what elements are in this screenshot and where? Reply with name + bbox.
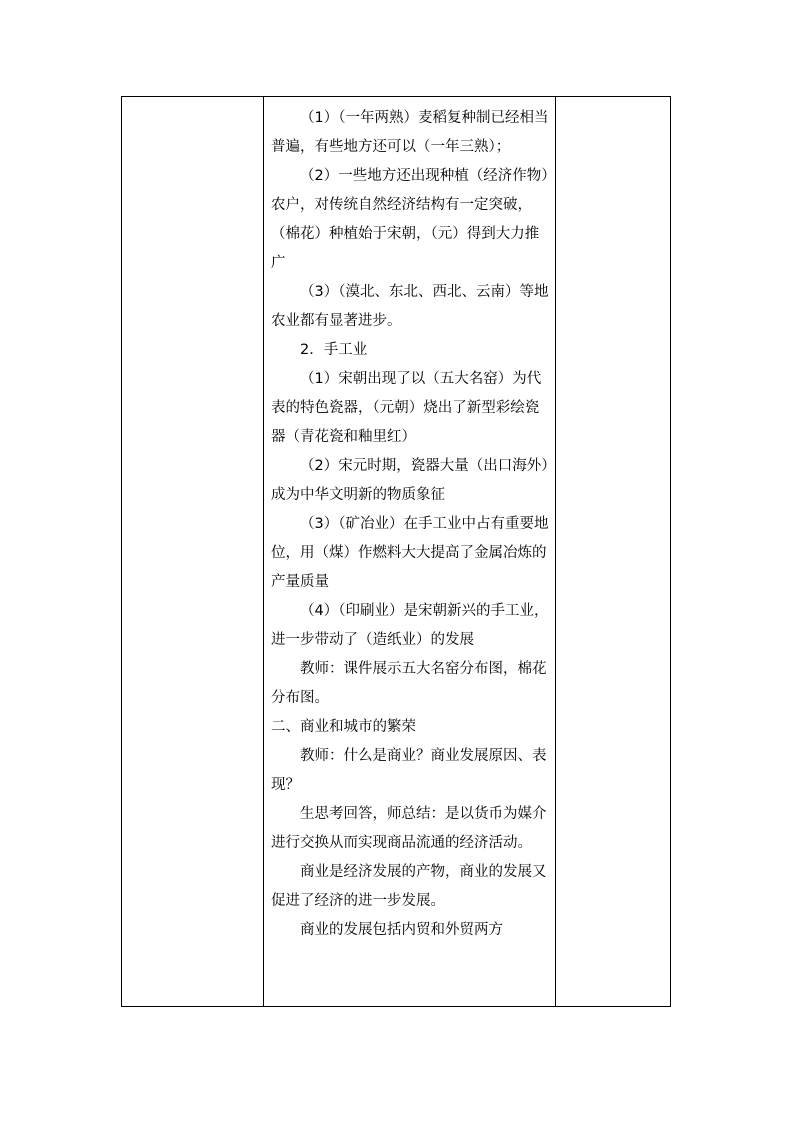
paragraph-summary: 生思考回答，师总结：是以货币为媒介进行交换从而实现商品流通的经济活动。 bbox=[271, 806, 547, 851]
paragraph-commerce-1: 商业是经济发展的产物，商业的发展又促进了经济的进一步发展。 bbox=[271, 864, 547, 909]
content-column-cell bbox=[264, 97, 556, 1007]
table-row bbox=[122, 97, 671, 1007]
lesson-content bbox=[264, 97, 555, 945]
paragraph-teacher-2: 教师：什么是商业？商业发展原因、表现？ bbox=[271, 748, 547, 793]
lesson-table bbox=[121, 96, 671, 1007]
paragraph-commerce-2: 商业的发展包括内贸和外贸两方 bbox=[300, 922, 503, 938]
right-column-cell bbox=[556, 97, 671, 1007]
paragraph-craft-4: （4）（印刷业）是宋朝新兴的手工业，进一步带动了（造纸业）的发展 bbox=[271, 603, 549, 648]
paragraph-craft-1: （1）宋朝出现了以（五大名窑）为代表的特色瓷器，（元朝）烧出了新型彩绘瓷器（青花瓷和釉里红） bbox=[271, 371, 542, 445]
paragraph-agri-2: （2）一些地方还出现种植（经济作物）农户，对传统自然经济结构有一定突破，（棉花）种植始于宋朝，（元）得到大力推广 bbox=[271, 168, 549, 271]
paragraph-craft-2: （2）宋元时期，瓷器大量（出口海外）成为中华文明新的物质象征 bbox=[271, 458, 549, 503]
heading-commerce: 二、商业和城市的繁荣 bbox=[271, 719, 416, 735]
paragraph-agri-3: （3）（漠北、东北、西北、云南）等地农业都有显著进步。 bbox=[271, 284, 549, 329]
paragraph-craft-3: （3）（矿冶业）在手工业中占有重要地位，用（煤）作燃料大大提高了金属冶炼的产量质量 bbox=[271, 516, 549, 590]
heading-handicraft: 2．手工业 bbox=[300, 342, 368, 358]
paragraph-teacher-1: 教师：课件展示五大名窑分布图，棉花分布图。 bbox=[271, 661, 547, 706]
paragraph-agri-1: （1）（一年两熟）麦稻复种制已经相当普遍，有些地方还可以（一年三熟）； bbox=[271, 110, 549, 155]
left-column-cell bbox=[122, 97, 264, 1007]
